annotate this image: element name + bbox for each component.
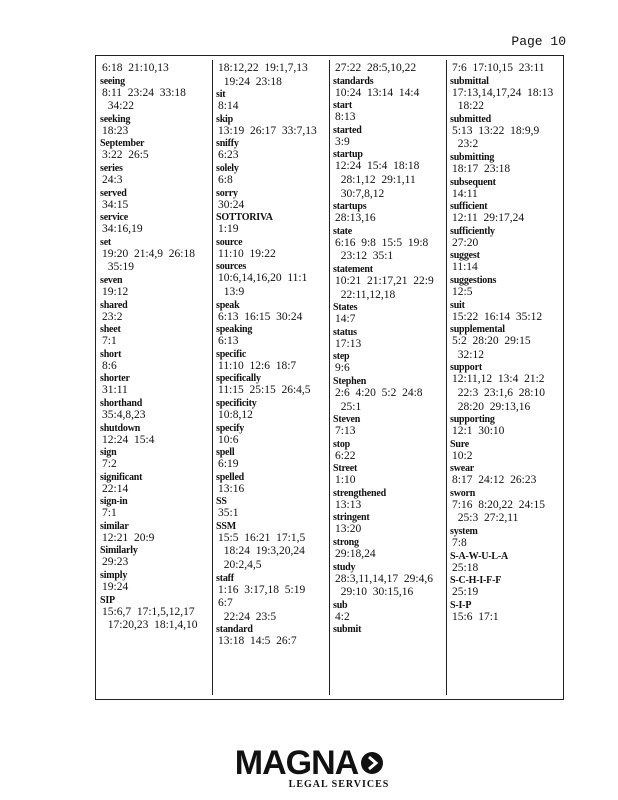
index-term: short: [100, 348, 122, 360]
index-term: staff: [216, 572, 234, 584]
index-entry: [100, 324, 208, 349]
index-page-line-refs: 10:8,12: [218, 408, 253, 421]
index-entry: [333, 439, 441, 464]
index-term: submitted: [450, 113, 491, 125]
index-page-line-refs: 15:6,7 17:1,5,12,17 17:20,23 18:1,4,10: [102, 605, 198, 632]
index-entry: [100, 163, 208, 188]
index-entry: [216, 261, 324, 299]
index-term: SSM: [216, 520, 236, 532]
index-entry: [216, 373, 324, 398]
index-term: Steven: [333, 414, 361, 426]
index-column-4: [450, 62, 558, 695]
index-page-line-refs: 11:14: [452, 261, 478, 274]
index-term: submittal: [450, 75, 489, 87]
index-page-line-refs: 29:23: [102, 556, 129, 569]
index-term: subsequent: [450, 176, 496, 188]
index-entry: [216, 521, 324, 573]
index-page-line-refs: 12:5: [452, 285, 473, 298]
index-entry: [450, 177, 558, 202]
index-entry: [333, 414, 441, 439]
logo-wordmark: MAGNA: [234, 744, 359, 782]
index-entry: [216, 62, 324, 89]
index-page-line-refs: 7:1: [102, 335, 117, 348]
index-entry: [333, 100, 441, 125]
column-divider: [446, 60, 447, 695]
index-term: stop: [333, 438, 350, 450]
index-page-line-refs: 13:16: [218, 482, 245, 495]
index-page-line-refs: 29:18,24: [335, 548, 376, 561]
index-entry: [333, 62, 441, 76]
index-page-line-refs: 8:13: [335, 111, 356, 124]
index-entry: [216, 324, 324, 349]
index-page-line-refs: 34:16,19: [102, 223, 143, 236]
index-page-line-refs: 7:8: [452, 537, 467, 550]
index-term: status: [333, 326, 357, 338]
index-term: standard: [216, 624, 253, 636]
index-entry: [100, 570, 208, 595]
index-entry: [100, 447, 208, 472]
column-divider: [329, 60, 330, 695]
index-term: sit: [216, 89, 226, 101]
index-entry: [450, 600, 558, 625]
index-term: shorter: [100, 373, 130, 385]
index-entry: [100, 423, 208, 448]
index-entry: [333, 488, 441, 513]
index-page-line-refs: 28:13,16: [335, 212, 376, 225]
index-term: study: [333, 561, 356, 573]
index-entry: [100, 300, 208, 325]
index-term: stringent: [333, 512, 370, 524]
index-page-line-refs: 25:19: [452, 586, 479, 599]
index-term: started: [333, 124, 362, 136]
index-term: shorthand: [100, 397, 143, 409]
index-page-line-refs: 6:22: [335, 449, 356, 462]
index-term: Street: [333, 463, 358, 475]
index-entry: [216, 114, 324, 139]
index-page-line-refs: 12:24 15:4 18:18 28:1,12 29:1,11 30:7,8,12: [335, 160, 420, 200]
index-entry: [450, 275, 558, 300]
index-entry: [333, 376, 441, 414]
index-entry: [450, 324, 558, 362]
index-entry: [216, 447, 324, 472]
index-entry: [450, 439, 558, 464]
index-entry: [100, 496, 208, 521]
index-entry: [216, 237, 324, 262]
index-page-line-refs: 13:13: [335, 498, 362, 511]
index-entry: [216, 573, 324, 625]
index-term: sufficient: [450, 201, 488, 213]
index-page-line-refs: 3:22 26:5: [102, 149, 149, 162]
index-page-line-refs: 11:10 19:22: [218, 247, 276, 260]
index-page-line-refs: 11:10 12:6 18:7: [218, 359, 297, 372]
index-entry: [216, 349, 324, 374]
index-entry: [100, 62, 208, 76]
index-term: specify: [216, 422, 245, 434]
index-page-line-refs: 6:8: [218, 173, 233, 186]
index-term: skip: [216, 113, 233, 125]
index-term: speaking: [216, 324, 253, 336]
index-page-line-refs: 7:2: [102, 458, 117, 471]
index-page-line-refs: 12:24 15:4: [102, 433, 155, 446]
index-page-line-refs: 18:17 23:18: [452, 162, 511, 175]
index-page-line-refs: 7:6 17:10,15 23:11: [452, 62, 545, 74]
index-entry: [450, 201, 558, 226]
index-term: submitting: [450, 151, 495, 163]
index-term: Stephen: [333, 375, 367, 387]
index-entry: [100, 595, 208, 633]
index-page-line-refs: 10:6: [218, 433, 239, 446]
index-entry: [333, 201, 441, 226]
index-column-1: [100, 62, 208, 695]
index-page-line-refs: 8:14: [218, 100, 239, 113]
index-term: spell: [216, 447, 235, 459]
index-term: significant: [100, 471, 143, 483]
index-entry: [333, 351, 441, 376]
index-term: seeking: [100, 113, 131, 125]
index-term: suggestions: [450, 274, 497, 286]
index-entry: [450, 250, 558, 275]
index-page-line-refs: 28:3,11,14,17 29:4,6 29:10 30:15,16: [335, 572, 433, 599]
index-entry: [100, 138, 208, 163]
index-entry: [450, 463, 558, 488]
index-page-line-refs: 13:19 26:17 33:7,13: [218, 124, 317, 137]
index-term: sworn: [450, 487, 476, 499]
index-entry: [100, 398, 208, 423]
index-page-line-refs: 12:11 29:17,24: [452, 212, 525, 225]
index-entry: [333, 149, 441, 201]
index-term: set: [100, 236, 112, 248]
magna-logo: [0, 745, 618, 790]
index-term: strong: [333, 537, 359, 549]
index-term: States: [333, 302, 358, 314]
index-term: SIP: [100, 594, 115, 606]
index-entry: [333, 463, 441, 488]
index-term: SOTTORIVA: [216, 212, 273, 224]
index-page-line-refs: 12:1 30:10: [452, 425, 505, 438]
index-term: sign-in: [100, 496, 128, 508]
index-term: standards: [333, 75, 374, 87]
index-entry: [100, 114, 208, 139]
index-term: specific: [216, 348, 247, 360]
index-term: strengthened: [333, 487, 386, 499]
index-term: sub: [333, 599, 348, 611]
index-term: Sure: [450, 438, 470, 450]
index-term: solely: [216, 162, 239, 174]
index-term: S-C-H-I-F-F: [450, 575, 502, 587]
index-page-line-refs: 13:20: [335, 523, 362, 536]
index-term: Similarly: [100, 545, 138, 557]
index-entry: [333, 302, 441, 327]
index-page-line-refs: 18:23: [102, 124, 129, 137]
index-entry: [333, 537, 441, 562]
index-entry: [450, 488, 558, 526]
index-page-line-refs: 19:24: [102, 581, 129, 594]
index-entry: [450, 300, 558, 325]
index-entry: [450, 76, 558, 114]
index-page-line-refs: 17:13,14,17,24 18:13 18:22: [452, 86, 554, 113]
page-number: Page 10: [511, 34, 566, 49]
index-term: swear: [450, 463, 474, 475]
index-term: spelled: [216, 471, 245, 483]
index-entry: [333, 327, 441, 352]
index-entry: [333, 226, 441, 264]
index-page-line-refs: 10:2: [452, 449, 473, 462]
index-term: speak: [216, 299, 240, 311]
index-term: shutdown: [100, 422, 141, 434]
index-term: sniffy: [216, 138, 239, 150]
index-entry: [100, 237, 208, 275]
index-page-line-refs: 14:11: [452, 187, 478, 200]
index-term: S-A-W-U-L-A: [450, 550, 508, 562]
index-term: similar: [100, 520, 129, 532]
index-entry: [100, 275, 208, 300]
index-page-line-refs: 12:21 20:9: [102, 531, 155, 544]
index-entry: [100, 545, 208, 570]
arrow-circle-icon: [361, 752, 383, 774]
index-term: suit: [450, 299, 465, 311]
index-entry: [216, 300, 324, 325]
index-page-line-refs: 35:1: [218, 507, 239, 520]
index-term: sign: [100, 447, 117, 459]
index-page-line-refs: 25:18: [452, 561, 479, 574]
index-page-line-refs: 1:10: [335, 474, 356, 487]
index-entry: [333, 125, 441, 150]
index-entry: [216, 496, 324, 521]
index-term: supporting: [450, 414, 495, 426]
index-page-line-refs: 12:11,12 13:4 21:2 22:3 23:1,6 28:10 28:20 29:13,16: [452, 373, 545, 413]
index-term: specificity: [216, 397, 257, 409]
index-page-line-refs: 5:2 28:20 29:15 32:12: [452, 335, 531, 361]
index-page-line-refs: 7:1: [102, 507, 117, 520]
index-page-line-refs: 17:13: [335, 337, 362, 350]
index-entry: [216, 89, 324, 114]
word-index-frame: [95, 55, 564, 700]
index-term: source: [216, 236, 243, 248]
index-page-line-refs: 5:13 13:22 18:9,9 23:2: [452, 124, 540, 151]
index-term: supplemental: [450, 324, 505, 336]
index-page-line-refs: 9:6: [335, 362, 350, 375]
index-column-2: [216, 62, 324, 695]
index-entry: [450, 152, 558, 177]
index-term: sufficiently: [450, 225, 495, 237]
index-term: series: [100, 162, 123, 174]
index-entry: [333, 624, 441, 635]
index-term: suggest: [450, 250, 480, 262]
index-entry: [216, 188, 324, 213]
index-term: shared: [100, 299, 128, 311]
index-entry: [450, 575, 558, 600]
index-page-line-refs: 19:12: [102, 285, 129, 298]
index-entry: [333, 264, 441, 302]
index-term: support: [450, 362, 482, 374]
index-page-line-refs: 24:3: [102, 173, 123, 186]
index-term: specifically: [216, 373, 261, 385]
index-term: sheet: [100, 324, 121, 336]
index-entry: [216, 624, 324, 649]
index-page-line-refs: 11:15 25:15 26:4,5: [218, 384, 311, 397]
index-entry: [100, 76, 208, 114]
index-page-line-refs: 6:19: [218, 458, 239, 471]
index-page-line-refs: 14:7: [335, 313, 356, 326]
index-page-line-refs: 6:13 16:15 30:24: [218, 310, 303, 323]
index-entry: [216, 138, 324, 163]
index-term: statement: [333, 263, 373, 275]
index-page-line-refs: 18:12,22 19:1,7,13 19:24 23:18: [218, 62, 308, 88]
index-page-line-refs: 6:13: [218, 335, 239, 348]
index-page-line-refs: 8:17 24:12 26:23: [452, 474, 537, 487]
index-term: state: [333, 225, 352, 237]
index-entry: [450, 62, 558, 76]
index-page-line-refs: 19:20 21:4,9 26:18 35:19: [102, 247, 195, 274]
index-page-line-refs: 10:21 21:17,21 22:9 22:11,12,18: [335, 274, 434, 301]
index-page-line-refs: 15:6 17:1: [452, 610, 499, 623]
index-entry: [100, 472, 208, 497]
index-entry: [333, 600, 441, 625]
index-page-line-refs: 10:24 13:14 14:4: [335, 86, 420, 99]
index-page-line-refs: 22:14: [102, 482, 129, 495]
index-page-line-refs: 7:13: [335, 425, 356, 438]
index-page-line-refs: 23:2: [102, 310, 123, 323]
index-entry: [216, 398, 324, 423]
index-entry: [216, 423, 324, 448]
index-page-line-refs: 27:20: [452, 236, 479, 249]
index-entry: [100, 373, 208, 398]
index-entry: [333, 512, 441, 537]
index-entry: [450, 226, 558, 251]
index-term: sources: [216, 261, 247, 273]
index-term: seven: [100, 274, 123, 286]
index-entry: [216, 163, 324, 188]
index-entry: [450, 114, 558, 152]
index-term: startups: [333, 201, 367, 213]
index-entry: [450, 362, 558, 414]
index-entry: [333, 562, 441, 600]
index-page-line-refs: 2:6 4:20 5:2 24:8 25:1: [335, 386, 423, 413]
index-term: September: [100, 138, 145, 150]
index-term: seeing: [100, 75, 125, 87]
index-entry: [450, 526, 558, 551]
index-page-line-refs: 35:4,8,23: [102, 408, 146, 421]
index-column-3: [333, 62, 441, 695]
index-page-line-refs: 8:6: [102, 359, 117, 372]
index-page-line-refs: 4:2: [335, 610, 350, 623]
index-page-line-refs: 7:16 8:20,22 24:15 25:3 27:2,11: [452, 498, 545, 525]
index-entry: [333, 76, 441, 101]
index-term: S-I-P: [450, 599, 472, 611]
index-entry: [100, 212, 208, 237]
index-term: step: [333, 351, 350, 363]
index-page-line-refs: 6:18 21:10,13: [102, 62, 169, 74]
index-term: startup: [333, 149, 363, 161]
index-page-line-refs: 30:24: [218, 198, 245, 211]
index-term: system: [450, 526, 478, 538]
index-entry: [216, 212, 324, 237]
index-page-line-refs: 15:5 16:21 17:1,5 18:24 19:3,20,24 20:2,4,5: [218, 531, 306, 572]
index-entry: [100, 521, 208, 546]
index-term: served: [100, 187, 127, 199]
index-entry: [100, 349, 208, 374]
index-page-line-refs: 8:11 23:24 33:18 34:22: [102, 86, 186, 113]
index-page-line-refs: 1:16 3:17,18 5:19 6:7 22:24 23:5: [218, 583, 306, 623]
index-page-line-refs: 15:22 16:14 35:12: [452, 310, 543, 323]
index-term: submit: [333, 624, 362, 636]
index-entry: [450, 414, 558, 439]
index-page-line-refs: 1:19: [218, 223, 239, 236]
index-term: service: [100, 212, 129, 224]
index-page-line-refs: 27:22 28:5,10,22: [335, 62, 417, 74]
index-entry: [100, 188, 208, 213]
index-page-line-refs: 3:9: [335, 135, 350, 148]
index-entry: [450, 551, 558, 576]
index-term: sorry: [216, 187, 238, 199]
index-page-line-refs: 13:18 14:5 26:7: [218, 635, 297, 648]
index-page-line-refs: 10:6,14,16,20 11:1 13:9: [218, 272, 308, 298]
index-term: simply: [100, 570, 128, 582]
index-page-line-refs: 6:23: [218, 149, 239, 162]
index-page-line-refs: 34:15: [102, 198, 129, 211]
index-term: start: [333, 100, 352, 112]
index-page-line-refs: 6:16 9:8 15:5 19:8 23:12 35:1: [335, 236, 429, 263]
index-entry: [216, 472, 324, 497]
logo-subtitle: LEGAL SERVICES: [288, 779, 390, 790]
index-term: SS: [216, 496, 227, 508]
column-divider: [212, 60, 213, 695]
index-page-line-refs: 31:11: [102, 384, 128, 397]
